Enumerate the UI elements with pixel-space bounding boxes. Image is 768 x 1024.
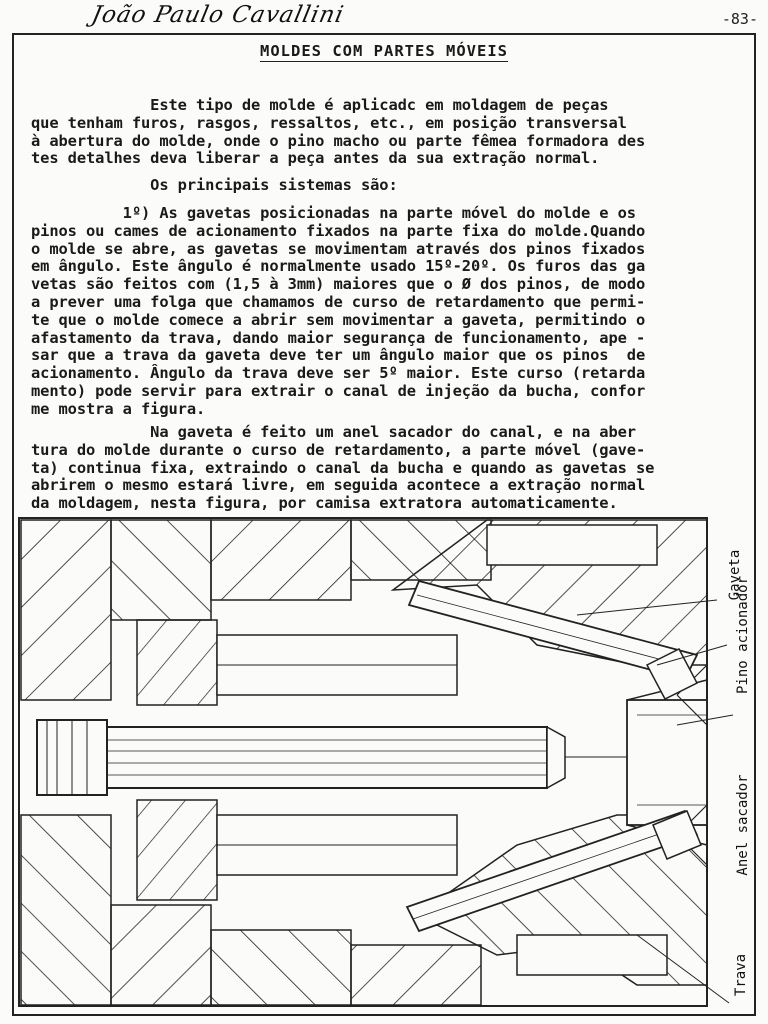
paragraph-anel-sacador: Na gaveta é feito um anel sacador do canal, e na aber tura do molde durante o curso de retardamento, a parte móvel (gave- ta) continua fixa, extraindo o canal da bucha e quando as gavetas se abrirem o mesmo estará livre, em seguida acontece a extração normal da moldagem, nesta figura, por camisa extratora automaticamente.	[31, 423, 655, 513]
label-pino-acionador: Pino acionador	[735, 575, 751, 695]
page-title	[0, 42, 768, 60]
label-anel-sacador: Anel sacador	[735, 774, 751, 876]
label-gaveta: Gaveta	[727, 549, 743, 601]
page-title-text: MOLDES COM PARTES MÓVEIS	[260, 42, 508, 60]
mold-cross-section-figure	[17, 515, 753, 1011]
paragraph-systems-heading: Os principais sistemas são:	[31, 176, 398, 194]
paragraph-intro: Este tipo de molde é aplicadc em moldagem de peças que tenham furos, rasgos, ressaltos, etc., em posição transversal à abertura do molde, onde o pino macho ou parte fêmea formadora des tes detalhes deva liberar a peça antes da sua extração normal.	[31, 96, 646, 168]
author-signature: João Paulo Cavallini	[89, 2, 347, 28]
paragraph-system-1: 1º) As gavetas posicionadas na parte móvel do molde e os pinos ou cames de acionamento fixados na parte fixa do molde.Quando o molde se abre, as gavetas se movimentam através dos pinos fixados em ângulo. Este ângulo é normalmente usado 15º-20º. Os furos das ga vetas são feitos com (1,5 à 3mm) maiores que o Ø dos pinos, de modo a prever uma folga que chamamos de curso de retardamento que permi- te que o molde comece a abrir sem movimentar a gaveta, permitindo o afastamento da trava, dando maior segurança de funcionamento, ape - sar que a trava da gaveta deve ter um ângulo maior que os pinos de acionamento. Ângulo da trava deve ser 5º maior. Este curso (retarda mento) pode servir para extrair o canal de injeção da bucha, confor me mostra a figura.	[31, 204, 646, 418]
mold-drawing	[17, 515, 753, 1011]
label-trava: Trava	[733, 953, 749, 997]
page-number: -83-	[721, 10, 758, 28]
